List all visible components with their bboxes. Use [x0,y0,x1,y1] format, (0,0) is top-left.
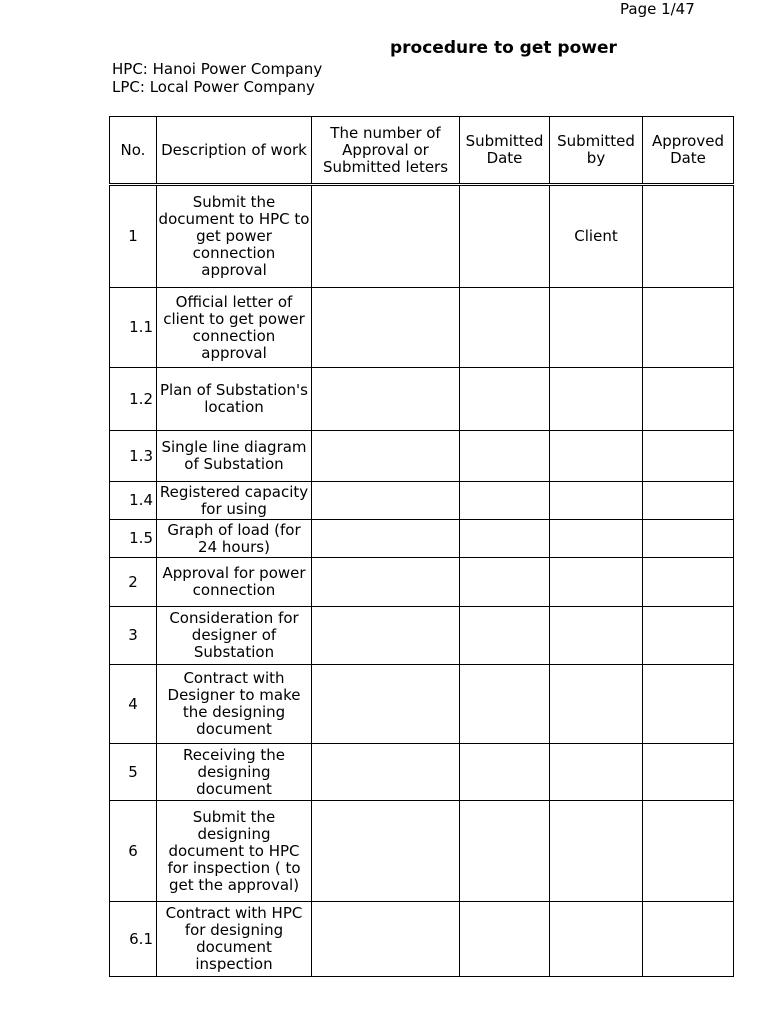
row-approved-date [643,288,734,368]
row-submitted-date [460,558,550,607]
table-row [110,607,734,665]
row-submitted-date [460,801,550,902]
row-submitted-date [460,902,550,977]
table-row [110,801,734,902]
table-row [110,368,734,431]
row-number: 1.3 [110,431,157,482]
row-submitted-date [460,520,550,558]
row-letters [312,520,460,558]
row-description: Contract with HPC for designing document inspection [157,902,312,977]
header-submitted-by: Submitted by [550,117,643,185]
row-description: Official letter of client to get power connection approval [157,288,312,368]
row-approved-date [643,607,734,665]
row-submitted-by [550,902,643,977]
row-submitted-by: Client [550,185,643,288]
row-submitted-by [550,288,643,368]
row-submitted-by [550,520,643,558]
row-number: 6 [110,801,157,902]
row-number: 5 [110,744,157,801]
row-submitted-by [550,665,643,744]
row-letters [312,482,460,520]
row-number: 1 [110,185,157,288]
row-number: 1.5 [110,520,157,558]
page-number: Page 1/47 [620,0,695,18]
row-submitted-by [550,431,643,482]
row-approved-date [643,368,734,431]
header-letters: The number of Approval or Submitted leters [312,117,460,185]
row-letters [312,185,460,288]
row-submitted-date [460,744,550,801]
row-letters [312,431,460,482]
table-row [110,665,734,744]
row-approved-date [643,902,734,977]
legend-lpc: LPC: Local Power Company [112,78,315,96]
row-letters [312,801,460,902]
page-title: procedure to get power [390,38,617,58]
row-letters [312,368,460,431]
header-approved-date: Approved Date [643,117,734,185]
row-submitted-by [550,482,643,520]
row-number: 1.1 [110,288,157,368]
row-submitted-date [460,431,550,482]
row-submitted-by [550,744,643,801]
row-approved-date [643,665,734,744]
table-row [110,558,734,607]
table-row [110,288,734,368]
table-row [110,431,734,482]
row-approved-date [643,482,734,520]
row-submitted-date [460,665,550,744]
table-row [110,744,734,801]
row-submitted-by [550,368,643,431]
legend-hpc: HPC: Hanoi Power Company [112,60,323,78]
table-header-row [110,117,734,185]
row-description: Consideration for designer of Substation [157,607,312,665]
row-approved-date [643,558,734,607]
row-approved-date [643,520,734,558]
table-row [110,185,734,288]
row-submitted-date [460,482,550,520]
row-number: 1.4 [110,482,157,520]
header-submitted-date: Submitted Date [460,117,550,185]
row-letters [312,558,460,607]
row-letters [312,744,460,801]
row-number: 1.2 [110,368,157,431]
row-submitted-date [460,607,550,665]
row-number: 2 [110,558,157,607]
procedure-table [109,116,734,977]
row-number: 3 [110,607,157,665]
table-row [110,482,734,520]
row-number: 6.1 [110,902,157,977]
row-description: Submit the document to HPC to get power connection approval [157,185,312,288]
row-description: Single line diagram of Substation [157,431,312,482]
row-submitted-by [550,607,643,665]
table-row [110,902,734,977]
row-submitted-date [460,368,550,431]
row-approved-date [643,744,734,801]
row-submitted-by [550,801,643,902]
row-description: Plan of Substation's location [157,368,312,431]
row-letters [312,288,460,368]
row-number: 4 [110,665,157,744]
row-approved-date [643,185,734,288]
row-description: Receiving the designing document [157,744,312,801]
row-submitted-date [460,288,550,368]
row-letters [312,902,460,977]
row-description: Approval for power connection [157,558,312,607]
row-approved-date [643,801,734,902]
row-letters [312,665,460,744]
row-description: Registered capacity for using [157,482,312,520]
row-submitted-by [550,558,643,607]
row-approved-date [643,431,734,482]
row-submitted-date [460,185,550,288]
row-description: Contract with Designer to make the designing document [157,665,312,744]
table-row [110,520,734,558]
row-description: Submit the designing document to HPC for inspection ( to get the approval) [157,801,312,902]
row-letters [312,607,460,665]
header-no: No. [110,117,157,185]
row-description: Graph of load (for 24 hours) [157,520,312,558]
header-description: Description of work [157,117,312,185]
